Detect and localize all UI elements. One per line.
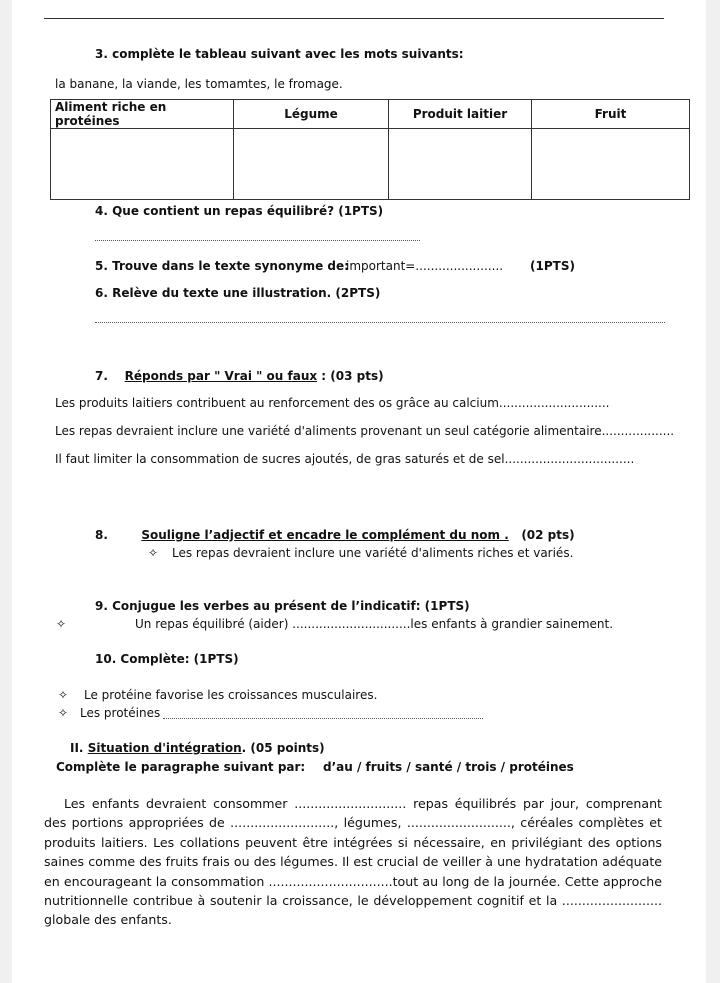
section2-instruction: Complète le paragraphe suivant par:: [56, 760, 306, 774]
q5-title: 5. Trouve dans le texte synonyme de:: [95, 259, 349, 273]
q7-statement-1: Les produits laitiers contribuent au renforcement des os grâce au calcium.............................: [55, 396, 610, 410]
q5-answer[interactable]: important=.......................: [346, 259, 504, 273]
section2-points: . (05 points): [241, 741, 325, 755]
col-fruit: Fruit: [532, 100, 690, 129]
answer-cell-proteines[interactable]: [51, 129, 234, 200]
q7-heading: Réponds par " Vrai " ou faux: [124, 369, 318, 383]
q6-answer-line[interactable]: [95, 322, 665, 323]
q9-bullet-icon: ✧: [56, 617, 67, 631]
table-header-row: [51, 100, 690, 129]
q10-bullet-icon-1: ✧: [58, 688, 69, 702]
col-proteines: Aliment riche en protéines: [51, 100, 234, 129]
q7-number: 7.: [95, 369, 108, 383]
answer-cell-legume[interactable]: [234, 129, 389, 200]
q8-sentence: Les repas devraient inclure une variété d'aliments riches et variés.: [172, 546, 574, 560]
q3-title: 3. complète le tableau suivant avec les mots suivants:: [95, 47, 464, 61]
q8-number: 8.: [95, 528, 108, 542]
integration-paragraph: Les enfants devraient consommer ............................ repas équilibrés par jour, comprenant des portions appropriées de .........................., légumes, .........................., céréales complètes et produits laitiers. Les collations peuvent être intégrées si nécessaire, en privilégiant des options saines comme des fruits frais ou des légumes. Il est crucial de veiller à une hydratation adéquate en encourageant la consommation ...............................tout au long de la journée. Cette approche nutritionnelle contribue à soutenir la croissance, le développement cognitif et la ......................... globale des enfants.: [44, 796, 662, 928]
q4-title: 4. Que contient un repas équilibré? (1PTS): [95, 204, 384, 218]
col-produit-laitier: Produit laitier: [389, 100, 532, 129]
q9-sentence: Un repas équilibré (aider) ...............................les enfants à grandier sainement.: [135, 617, 614, 631]
col-legume: Légume: [234, 100, 389, 129]
q10-answer-line[interactable]: [163, 718, 483, 719]
q4-answer-line[interactable]: [95, 240, 420, 241]
food-table: [50, 99, 690, 200]
answer-cell-fruit[interactable]: [532, 129, 690, 200]
q5-points: (1PTS): [530, 259, 575, 273]
q8-bullet-icon: ✧: [148, 546, 159, 560]
q10-line-1: Le protéine favorise les croissances musculaires.: [84, 688, 378, 702]
q8-points: (02 pts): [521, 528, 575, 542]
section2-heading: Situation d'intégration: [87, 741, 242, 755]
q10-bullet-icon-2: ✧: [58, 706, 69, 720]
q7-points: : (03 pts): [317, 369, 384, 383]
q3-words: la banane, la viande, les tomamtes, le fromage.: [55, 77, 343, 91]
section2-title: [70, 741, 325, 755]
q6-title: 6. Relève du texte une illustration. (2PTS): [95, 286, 381, 300]
q8-title: [95, 528, 575, 542]
q10-title: 10. Complète: (1PTS): [95, 652, 239, 666]
q7-title: [95, 369, 384, 383]
answer-cell-produit-laitier[interactable]: [389, 129, 532, 200]
table-answer-row: [51, 129, 690, 200]
q7-statement-2: Les repas devraient inclure une variété d'aliments provenant un seul catégorie alimentaire...................: [55, 424, 675, 438]
q10-line-2: Les protéines: [80, 706, 161, 720]
section2-word-bank: d’au / fruits / santé / trois / protéines: [323, 760, 574, 774]
q9-title: 9. Conjugue les verbes au présent de l’indicatif: (1PTS): [95, 599, 470, 613]
section2-number: II.: [70, 741, 84, 755]
q7-statement-3: Il faut limiter la consommation de sucres ajoutés, de gras saturés et de sel..................................: [55, 452, 635, 466]
top-rule: [44, 18, 664, 19]
q8-heading: Souligne l’adjectif et encadre le complément du nom .: [141, 528, 509, 542]
